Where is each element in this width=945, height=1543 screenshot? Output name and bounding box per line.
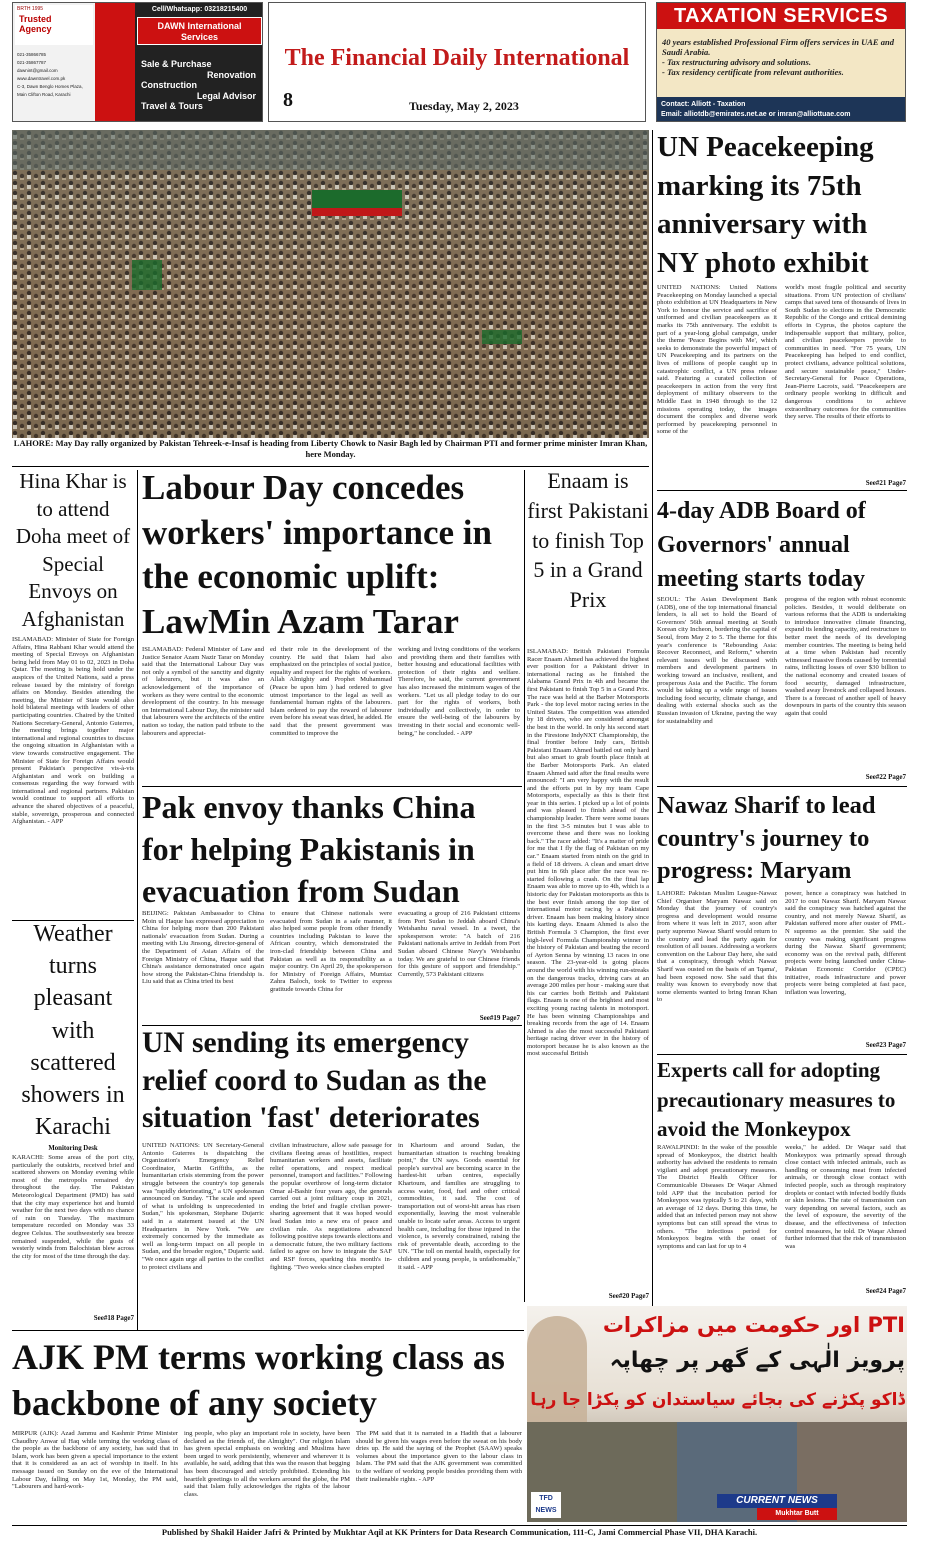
story-monkeypox-col1: RAWALPINDI: In the wake of the possible spread of Monkeypox, the district health authority has advised the residents to remain vigilant and adopt precautionary measures. The District Health Officer for Communicable Diseases Dr Waqar Ahmed told APP that the incubation period for Monkeypox was typically 5 to 21 days, with an average of 12 days. During this time, he added that an infected person may not show symptoms but can still spread the virus to others. "The infectious period for Monkeypox begins with the onset of symptoms and can last for up to 4 — [657, 1144, 777, 1250]
headline-weather: Weather turns pleasant with scattered showers in Karachi — [21, 921, 125, 1141]
story-ajk-col2: ing people, who play an important role in society, have been declared as the friends of, the Almighty". Our religion Islam has given special emphasis on working and Muslims have been urged to work persistently, whenever and wherever it is available, he said, adding that this was the reason that begging has been discouraged and strictly prohibited. Extending his heartfelt greetings to all the workers around the globe, the PM said that Islam fully acknowledges the rights of the labour class. — [184, 1430, 350, 1498]
masthead — [268, 2, 646, 122]
ad-taxation-title: TAXATION SERVICES — [657, 3, 905, 29]
headline-sudan: UN sending its emergency relief coord to Sudan as the situation 'fast' deteriorates — [142, 1027, 487, 1134]
divider — [524, 470, 525, 1302]
ad-service: Construction — [141, 80, 197, 90]
crowd-image — [12, 130, 649, 438]
story-sudan-col3: in Khartoum and around Sudan, the humanitarian situation is reaching breaking point," the UN says. Goods essential for people's survival are becoming scarce in the hardest-hit urban centres, especially Khartoum, and families are struggling to access water, food, fuel and other critical commodities, it said. The cost of transportation out of worst-hit areas has risen exponentially, leaving the most vulnerable unable to locate safer areas. Access to urgent health care, including for those injured in the violence, is severely constrained, raising the risk of preventable death, according to the UN. "The toll on mental health, especially for children and young people, is unfathomable," it said. - APP — [398, 1142, 520, 1271]
story-nawaz-col1: LAHORE: Pakistan Muslim League-Nawaz Chief Organiser Maryam Nawaz said on Monday that the journey of country's progress and development would resume from where it was left in 2017, soon after party supremo Nawaz Sharif would return to the country and lead the party again for resolution of all issues. Addressing a workers convention on the Labour Day here, she said that a conspiracy, through which Nawaz Sharif was ousted on the basis of an 'Iqama', had been exposed now. She said that this reality was known to everybody now that some elements wanted to bring Imran Khan to — [657, 890, 777, 1004]
ad-red-panel — [95, 3, 135, 122]
see-page-link[interactable]: See#22 Page7 — [865, 773, 906, 781]
ad-company: DAWN International Services — [157, 21, 242, 42]
story-labour-col2: ed their role in the development of the country. He said that Islam had also emphasized on the principles of social justice, equality and respect for the rights of workers. Allah Almighty and Prophet Muhammad (Peace be upon him ) had ordered to give utmost importance to the legal as well as fundamental human rights of the labourers. Islam ordered to pay the reward of labourer even before his sweat was dried, he added. He said that the present government was committed to improve the — [270, 646, 392, 737]
story-envoy-col2: to ensure that Chinese nationals were evacuated from Sudan in a safe manner, it also helped some people from other friendly countries including Pakistan to leave the African country, which demonstrated the iron-clad friendship between China and Pakistan as well as its responsibility as a major country. On April 29, the spokesperson for Ministry of Foreign Affairs, Mumtaz Zahra Baloch, took to Twitter to express gratitude towards China for — [270, 910, 392, 993]
story-adb-col1: SEOUL: The Asian Development Bank (ADB), one of the top international financial lenders, is all set to hold the Board of Governors' 56th annual meeting at South Korean city Incheon, bordering the capital of Seoul, from May 2 to 5. The theme for this year's conference is "Rebounding Asia: Recover Reconnect, and Reform," wherein relevant issues will be discussed with members and development partners in working toward an inclusive, resilient, and prosperous Asia and the Pacific. The forum would be taking up a wide range of issues including food security, climate change, and dealing with external shocks such as the Russian invasion of Ukraine, paving the way for sustainability and — [657, 596, 777, 725]
headline-ajk: AJK PM terms working class as backbone of any society — [12, 1337, 505, 1423]
story-ajk-col3: The PM said that it is narrated in a Hadith that a labourer should be given his wages even before the sweat on his body dries up. He said the saying of the Prophet (SAAW) speaks volumes about the importance given to the labour class in Islam. The PM said that the AJK government was committed to the welfare of working people besides providing them with their inalienable rights. - APP — [356, 1430, 522, 1483]
story-nawaz-col2: power, hence a conspiracy was hatched in 2017 to oust Nawaz Sharif. Maryam Nawaz said the conspiracy was hatched against the country, and not merely Nawaz Sharif, as Pakistan suffered more after ouster of PML-N supremo as the premier. She said the country was making significant progress during the Nawaz Sharif government; economy was on the revival path, different projects were being launched under China-Pakistan Economic Corridor (CPEC) initiative, roads infrastructure and power projects were being completed at fast pace, inflation was lowering, — [785, 890, 906, 996]
divider — [12, 1525, 907, 1526]
story-un-col1: UNITED NATIONS: United Nations Peacekeeping on Monday launched a special photo exhibition at UN Headquarters in New York to honour the service and sacrifice of uniformed and civilian peacekeepers as it marks its 75th anniversary. The exhibit is part of a year-long global campaign, under the theme 'Peace Begins with Me', which seeks to demonstrate the powerful impact of UN Peacekeeping and its partners on the lives of millions of people caught up in catastrophic conflict, a UN press release said. Featuring a curated collection of peacekeepers in action from the very first deployment of military observers to the Middle East in 1948 through to the 12 missions operating today, the images document the complex and diverse work performed by peacekeeping personnel in some of the — [657, 284, 777, 436]
tv-news-graphic — [527, 1306, 907, 1522]
headline-monkeypox: Experts call for adopting precautionary measures to avoid the Monkeypox — [657, 1058, 896, 1142]
footer-imprint: Published by Shakil Haider Jafri & Printed by Mukhtar Aqil at KK Printers for Data Research Communication, 111-C, Jami Commercial Phase VII, DHA Karachi. — [161, 1527, 758, 1537]
divider — [137, 470, 138, 1330]
issue-date: Tuesday, May 2, 2023 — [409, 99, 519, 113]
story-hina-body: ISLAMABAD: Minister of State for Foreign Affairs, Hina Rabbani Khar would attend the meeting of Special Envoys on Afghanistan being held from May 01 to 02, 2023 in Doha Qatar. The meeting is being hold under the auspices of the United Nations, said a press release issued by the ministry of foreign affairs on Monday. Besides attending the meeting, the Minister of State would also hold bilateral meetings with leaders of other participating countries. Chaired by the United Nations Secretary-General, Antonio Guterres, the meeting brings together major international and regional countries to discuss the ongoing situation in Afghanistan with a view towards constructive engagement. The Minister of State for Foreign Affairs would present Pakistan's perspective vis-à-vis Afghanistan and work on building a consensus regarding the way forward with international and regional partners. Pakistan would continue to support all efforts to advance the shared objectives of a peaceful, stable, sovereign, prosperous and connected Afghanistan. - APP — [12, 636, 134, 826]
see-page-link[interactable]: See#20 Page7 — [608, 1292, 649, 1300]
ad-contact-line: C-3, Dawn Benglo Homes Plaza, Main Clifton Road, Karachi — [17, 84, 83, 97]
ad-service: Travel & Tours — [141, 101, 203, 111]
ad-company-box — [137, 17, 262, 45]
ad-taxation-contact: Contact: Alliott - Taxation — [661, 101, 746, 108]
tv-urdu-line1: PTI اور حکومت میں مزاکرات — [602, 1313, 905, 1337]
divider — [657, 490, 907, 491]
ad-contact-line: www.dawntravel.com.pk — [17, 76, 66, 81]
headline-hina-khar: Hina Khar is to attend Doha meet of Special Envoys on Afghanistan — [15, 469, 131, 631]
ad-service: Legal Advisor — [196, 90, 256, 101]
page-number: 8 — [283, 89, 293, 111]
ad-taxation-email: Email: alliotdb@emirates.net.ae or imran@alliottuae.com — [661, 111, 851, 118]
story-envoy-col3: evacuating a group of 216 Pakistani citizens from Port Sudan to Jeddah aboard China's Weishanhu naval vessel. In a tweet, the spokesperson wrote: "A batch of 216 Pakistani nationals arrive in Jeddah from Port Sudan aboard Chinese Navy's Weishanhu today. We are grateful to our Chinese friends for this gesture of support and friendship." Currently, 573 Pakistani citizens — [398, 910, 520, 978]
ad-service: Sale & Purchase — [141, 59, 212, 69]
story-sudan-col1: UNITED NATIONS: UN Secretary-General Antonio Guterres is dispatching the Organization's Emergency Relief Coordinator, Martin Griffiths, as the humanitarian crisis stemming from the power struggle between the country's top generals was "rapidly deteriorating," a UN spokesman announced on Sunday. "The scale and speed of what is unfolding is unprecedented in Sudan," his spokesman, Stephane Dujarric said in a statement issued at the UN Headquarters in New York. "We are extremely concerned by the immediate as well as long-term impact on all people in Sudan, and the broader region," Dujarric said. "We once again urge all parties to the conflict to protect civilians and — [142, 1142, 264, 1271]
tv-urdu-line3: ڈاکو پکڑنے کی بجائے سیاستدان کو پکڑا جا رہا — [530, 1390, 905, 1410]
story-enaam-body: ISLAMABAD: British Pakistani Formula Racer Enaam Ahmed has achieved the highest ever position for a Pakistani driver in international racing as he finished the Alabama Grand Prix in 4th and became the first Pakistani to finish Top 5 in a Grand Prix. The race was held at the Barber Motorsports Park - the top level motor racing series in the United States. The competition was attended by 18 drivers, who are considered amongst the best in the world. In only his second start in the Firestone IndyNXT Championship, the final frontier before Indy cars, British Pakistani Enaam Ahmed battled out only hard but also smart to grab fourth place finish at the Barber Motorsports Park. An elated Enaam Ahmed said after the final results were announced: "I am very happy with the result and the efforts put in by my team Cape Motorsports, especially as this is their first year in this series. I picked up a lot of points and was pleased to finish ahead of the championship leader. There were some issues in the first 3-5 minutes but I was able to overcome these and there was no looking back." The racer added: "It's a matter of pride for me that I fly the flag of Pakistan on my car." Enaam started from ninth on the grid in a field of 18 drivers. A clean and smart drive put him in 6th place after the race was re-started following a crash. On the final lap Enaam was able to move up to 4th, which is a historic day for Pakistan motorsports as this is the best ever finish among the top tier of international motor racing by a Pakistani driver. Enaam has been making history since his karting days. Enaam Ahmed is also the British Formula 3 Champion, the first ever high-level Formula Championship winner in the history of Pakistan and beating the record of Ayrton Senna by winning 13 races in one season. The 23-year-old is going places around the world with his winning run-streaks on the dangerous tracks, driving cars at an average 200 miles per hour - making sure that his car carries both British and Pakistani flags. Enaam is one of the brightest and most exciting young racing talents in motorsport. He has been winning Championships and breaking records from the age of 14. Enaam Ahmed is also the most successful Pakistani heritage racing driver ever in the history of motorsport because he is also known as the most successful British — [527, 648, 649, 1058]
headline-pak-envoy: Pak envoy thanks China for helping Pakistanis in evacuation from Sudan — [142, 789, 476, 909]
see-page-link[interactable]: See#18 Page7 — [93, 1314, 134, 1322]
headline-labour-day: Labour Day concedes workers' importance in the economic uplift: LawMin Azam Tarar — [142, 468, 492, 641]
ad-contact-list — [17, 51, 93, 99]
divider — [652, 130, 653, 1330]
ad-logo-year: BRTH 1995 — [17, 6, 44, 12]
ad-contact-line: 021-35866785 — [17, 52, 47, 57]
weather-byline: Monitoring Desk — [48, 1145, 98, 1152]
story-weather-body: KARACHI: Some areas of the port city, particularly the outskirts, received brief and scattered showers on Monday evening while most of the metropolis remained dry throughout the day. The Pakistan Meteorological Department (PMD) has said that the city may experience hot and humid weather for the next two days with no chance of rain on Tuesday. The maximum temperature recorded on Monday was 33 degree Celsius. The southwesterly sea breeze remained suspended, while the gusts of westerly winds from Balochistan blew across the city for most of the time through the day. — [12, 1154, 134, 1260]
story-adb-col2: progress of the region with robust economic policies. Besides, it would deliberate on various reforms that the ADB is undertaking to introduce innovative climate financing, expand its lending capacity, and restructure to better meet the needs of its developing member countries. The meeting is being held at a time when Pakistan had recently witnessed massive floods caused by torrential rains, inflicting losses of over $30 billion to the national economy and created issues of food security, damaged infrastructure, washed away livestock and collapsed houses. There is a forecast of another spell of heavy downpours in parts of the country this season again that could — [785, 596, 906, 717]
ad-contact-line: dawnint@gmail.com — [17, 68, 58, 73]
ad-taxation-body — [657, 29, 905, 97]
story-envoy-col1: BEIJING: Pakistan Ambassador to China Moin ul Haque has expressed appreciation to China for helping more than 200 Pakistani nationals' evacuation from Sudan. During a meeting with Liu Jinsong, director-general of the Department of Asian Affairs of the Foreign Ministry of China, Haque said that China's assistance demonstrated once again how strong the Pakistan-China friendship is. Liu said that as China tried its best — [142, 910, 264, 986]
ad-service: Renovation — [206, 69, 256, 80]
ad-services — [137, 59, 262, 112]
headline-enaam: Enaam is first Pakistani to finish Top 5 in a Grand Prix — [527, 468, 649, 613]
divider — [657, 1054, 907, 1055]
ad-taxation-line: 40 years established Professional Firm offers services in UAE and Saudi Arabia. — [662, 37, 894, 57]
ad-contact-line: 021-35867787 — [17, 60, 47, 65]
story-un-col2: world's most fragile political and security situations. From UN protection of civilians' camps that saved tens of thousands of lives in South Sudan to elections in the Democratic Republic of the Congo and critical demining efforts in Cyprus, the photos capture the indispensable support that military, police, and civilian peacekeepers provide to communities in need. "For 75 years, UN Peacekeeping has helped to end conflict, protect civilians, advance political solutions, and secure sustainable peace," Under-Secretary-General for Peace Operations, Jean-Pierre Lacroix, said. "Peacekeepers are ordinary people working in difficult and dangerous conditions to achieve extraordinary outcomes for the communities they serve. The results of their efforts to — [785, 284, 906, 421]
tv-current-news-bar: CURRENT NEWS — [717, 1494, 837, 1508]
headline-un-peacekeeping: UN Peacekeeping marking its 75th anniversary with NY photo exhibit — [657, 131, 874, 279]
see-page-link[interactable]: See#23 Page7 — [865, 1041, 906, 1049]
ad-dawn-international — [12, 2, 263, 122]
tv-presenter-name: Mukhtar Butt — [757, 1508, 837, 1520]
tv-urdu-line2: پرویز الٰہی کے گھر پر چھاپہ — [609, 1348, 905, 1373]
see-page-link[interactable]: See#19 Page7 — [479, 1014, 520, 1022]
story-labour-col3: working and living conditions of the workers and providing them and their families with better housing and educational facilities with protection of their rights and welfare. Therefore, he said, the current government has also increased the minimum wages of the workers. "Let us all pledge today to do our part for the rights of workers, both individually and collectively, in order to ensure the well-being of the labourers by investing in their social and economic well-being," he concluded. - APP — [398, 646, 520, 737]
story-sudan-col2: civilian infrastructure, allow safe passage for civilians fleeing areas of hostilities, respect humanitarian workers and assets, facilitate relief operations, and respect medical personnel, transport and facilities." Following the popular overthrow of long-term dictator Omar al-Bashir four years ago, the generals carried out a joint military coup in 2021, ending the brief and fragile civilian power-sharing agreement that it was hoped would lead Sudan into a new era of peace and civilian rule. As negotiations advanced following positive steps towards elections and a democratic future, the two military factions failed to agree on how to integrate the SAF and RSF forces, sparking this month's in-fighting. "Two weeks since clashes erupted — [270, 1142, 392, 1271]
divider — [12, 1330, 524, 1331]
masthead-title: The Financial Daily International — [284, 45, 630, 71]
see-page-link[interactable]: See#24 Page7 — [865, 1287, 906, 1295]
story-ajk-col1: MIRPUR (AJK): Azad Jammu and Kashmir Prime Minister Chaudhry Anwar ul Haq while terming the working class of the people as the backbone of any society, has said that in Islam, work has been given a special importance to the extent that it is considered as an act of worship in itself. In his message issued on Sunday on the eve of the International Labour Day, falling on May 1st, Monday, the PM said, "Labourers and hard-work- — [12, 1430, 178, 1491]
lead-photo — [12, 130, 649, 438]
see-page-link[interactable]: See#21 Page7 — [865, 479, 906, 487]
tv-channel-logo: TFD NEWS — [531, 1492, 561, 1518]
headline-nawaz: Nawaz Sharif to lead country's journey to progress: Maryam — [657, 792, 876, 884]
ad-taxation-line: - Tax restructuring advisory and solutions. — [662, 57, 811, 67]
ad-phone: Cell/Whatsapp: 03218215400 — [151, 6, 248, 13]
ad-taxation-footer — [657, 97, 905, 122]
ad-taxation — [656, 2, 906, 122]
lead-photo-caption: LAHORE: May Day rally organized by Pakistan Tehreek-e-Insaf is heading from Liberty Chowk to Nasir Bagh led by Chairman PTI and former prime minister Imran Khan, here Monday. — [13, 438, 648, 459]
story-monkeypox-col2: weeks," he added. Dr Waqar said that Monkeypox was primarily spread through close contact with infected animals, such as handling or consuming meat from infected animals, or through close contact with infected people, such as through respiratory droplets or contact with infected bodily fluids or skin lesions. The rate of transmission can vary depending on several factors, such as the level of exposure, the severity of the disease, and the effectiveness of infection control measures, he told. Dr Waqar Ahmed further informed that the risk of transmission was — [785, 1144, 906, 1250]
ad-taxation-line: - Tax residency certificate from relevant authorities. — [662, 67, 844, 77]
story-labour-col1: ISLAMABAD: Federal Minister of Law and Justice Senator Azam Nazir Tarar on Monday said that the International Labour Day was not only a symbol of the sanctity and dignity of labourers, but it was also an acknowledgement of the importance of workers as they were central to the economic development of the country. In his message on International Labour Day, the minister said that labourers were the architects of the entire nation so today, the nation paid tribute to the labourers and appreciat- — [142, 646, 264, 737]
headline-adb: 4-day ADB Board of Governors' annual meeting starts today — [657, 498, 866, 592]
ad-logo-name: Trusted Agency — [19, 14, 52, 34]
divider — [657, 786, 907, 787]
